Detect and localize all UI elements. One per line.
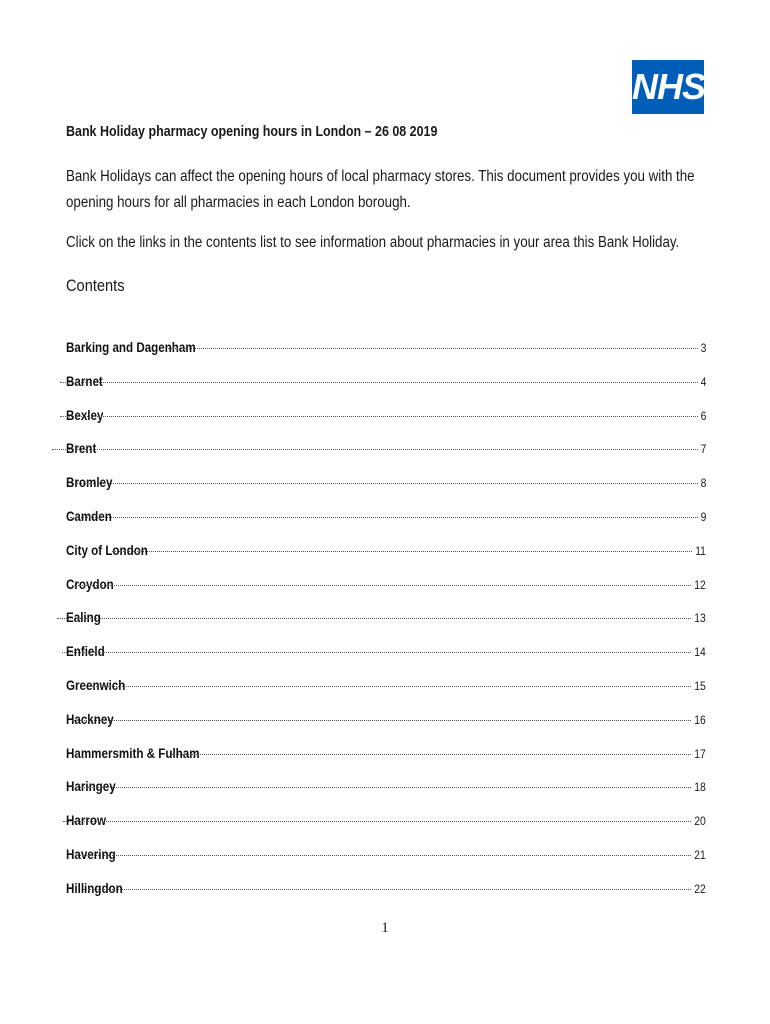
intro-paragraph: Bank Holidays can affect the opening hours of local pharmacy stores. This document provides you with the opening hours for all pharmacies in each London borough. [66,168,695,211]
toc-entry-link[interactable]: City of London [66,542,148,558]
toc-entry-link[interactable]: Hackney [66,711,114,727]
toc-dot-leader [83,889,691,890]
toc-entry[interactable] [66,813,706,847]
toc-page-number: 14 [694,647,706,660]
toc-dot-leader [75,787,692,788]
toc-dot-leader [63,821,691,822]
toc-entry-link[interactable]: Havering [66,846,116,862]
toc-dot-leader [86,686,691,687]
toc-page-number: 15 [694,680,706,693]
toc-dot-leader [72,585,691,586]
toc-entry[interactable] [66,408,706,442]
toc-entry-link[interactable]: Greenwich [66,677,126,693]
toc-dot-leader [57,618,691,619]
toc-dot-leader [172,754,691,755]
toc-dot-leader [70,517,698,518]
toc-dot-leader [72,720,691,721]
document-title: Bank Holiday pharmacy opening hours in London – 26 08 2019 [66,124,438,140]
toc-dot-leader [112,551,692,552]
contents-heading: Contents [66,276,125,295]
toc-page-number: 18 [694,782,706,795]
toc-entry-link[interactable]: Croydon [66,576,114,592]
toc-dot-leader [71,483,698,484]
toc-entry-link[interactable]: Hammersmith & Fulham [66,745,200,761]
toc-entry[interactable] [66,441,706,475]
toc-entry[interactable] [66,881,706,915]
toc-entry-link[interactable]: Brent [66,441,97,457]
toc-entry-link[interactable]: Camden [66,508,112,524]
toc-entry[interactable] [66,644,706,678]
instruction-paragraph: Click on the links in the contents list to see information about pharmacies in your area this Bank Holiday. [66,234,680,251]
toc-entry[interactable] [66,678,706,712]
toc-page-number: 16 [694,714,706,727]
toc-page-number: 4 [700,376,706,389]
toc-dot-leader [62,652,691,653]
toc-page-number: 6 [700,410,706,423]
toc-entry[interactable] [66,543,706,577]
toc-page-number: 20 [694,816,706,829]
toc-entry[interactable] [66,340,706,374]
toc-dot-leader [60,382,698,383]
toc-dot-leader [75,855,692,856]
toc-entry[interactable] [66,746,706,780]
page-number: 1 [381,920,389,936]
toc-entry-link[interactable]: Ealing [66,610,101,626]
toc-dot-leader [60,416,697,417]
toc-entry[interactable] [66,475,706,509]
toc-page-number: 21 [694,849,706,862]
toc-dot-leader [52,449,698,450]
toc-entry[interactable] [66,779,706,813]
toc-entry[interactable] [66,847,706,881]
table-of-contents [66,340,706,915]
toc-page-number: 8 [700,478,706,491]
toc-entry-link[interactable]: Harrow [66,813,107,829]
toc-page-number: 9 [700,511,706,524]
toc-entry-link[interactable]: Enfield [66,644,105,660]
toc-page-number: 7 [700,444,706,457]
toc-entry[interactable] [66,374,706,408]
toc-entry[interactable] [66,610,706,644]
toc-page-number: 17 [694,748,706,761]
toc-page-number: 3 [700,343,706,355]
nhs-logo: NHS [632,60,704,114]
toc-entry-link[interactable]: Hillingdon [66,880,123,896]
toc-entry-link[interactable]: Barnet [66,373,103,389]
toc-entry-link[interactable]: Bromley [66,475,113,491]
toc-page-number: 13 [694,613,706,626]
toc-page-number: 11 [695,545,706,558]
toc-entry[interactable] [66,509,706,543]
toc-page-number: 22 [694,883,706,896]
toc-entry[interactable] [66,712,706,746]
toc-entry-link[interactable]: Haringey [66,779,116,795]
toc-entry-link[interactable]: Bexley [66,407,104,423]
toc-entry[interactable] [66,577,706,611]
toc-page-number: 12 [694,579,706,592]
toc-dot-leader [168,348,698,349]
toc-entry-link[interactable]: Barking and Dagenham [66,340,196,355]
